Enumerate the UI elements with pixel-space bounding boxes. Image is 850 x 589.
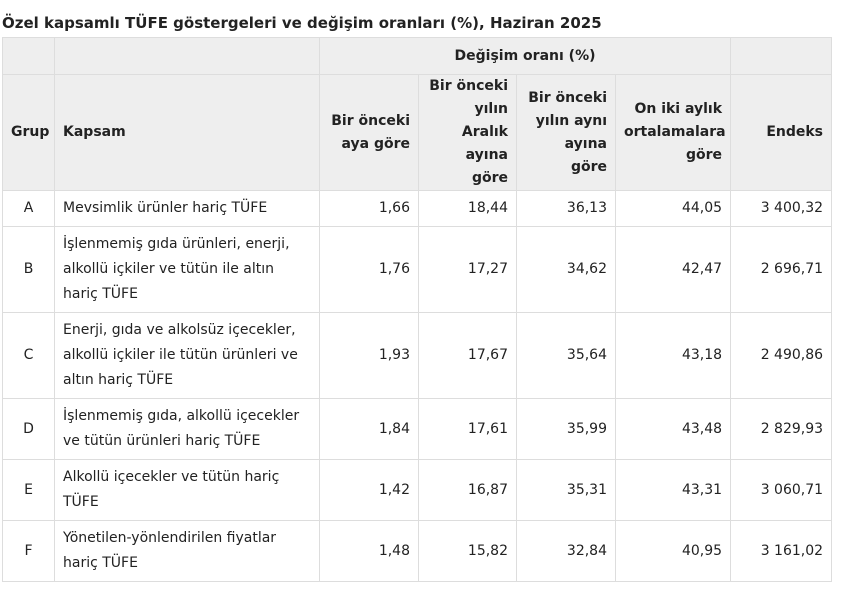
column-header-monthly: Bir önceki aya göre: [320, 75, 419, 191]
grup-cell: C: [3, 313, 55, 399]
empty-header-cell: [55, 38, 320, 75]
grup-cell: F: [3, 521, 55, 582]
column-header-annual: Bir önceki yılın aynı ayına göre: [517, 75, 616, 191]
monthly-cell: 1,76: [320, 227, 419, 313]
table-header-row: [3, 75, 832, 191]
december-cell: 17,67: [419, 313, 517, 399]
grup-cell: E: [3, 460, 55, 521]
december-cell: 18,44: [419, 191, 517, 227]
monthly-cell: 1,84: [320, 399, 419, 460]
column-header-kapsam: Kapsam: [55, 75, 320, 191]
column-header-grup: Grup: [3, 75, 55, 191]
page-title: Özel kapsamlı TÜFE göstergeleri ve değişim oranları (%), Haziran 2025: [2, 14, 602, 32]
table-row: [3, 313, 832, 399]
table-row: [3, 191, 832, 227]
annual-cell: 35,99: [517, 399, 616, 460]
kapsam-cell: Mevsimlik ürünler hariç TÜFE: [55, 191, 320, 227]
monthly-cell: 1,42: [320, 460, 419, 521]
column-header-index: Endeks: [731, 75, 832, 191]
december-cell: 16,87: [419, 460, 517, 521]
annual-cell: 36,13: [517, 191, 616, 227]
table-row: [3, 227, 832, 313]
table-row: [3, 460, 832, 521]
kapsam-cell: İşlenmemiş gıda, alkollü içecekler ve tütün ürünleri hariç TÜFE: [55, 399, 320, 460]
monthly-cell: 1,93: [320, 313, 419, 399]
kapsam-cell: Alkollü içecekler ve tütün hariç TÜFE: [55, 460, 320, 521]
grup-cell: D: [3, 399, 55, 460]
index-cell: 2 696,71: [731, 227, 832, 313]
annual-cell: 35,64: [517, 313, 616, 399]
index-cell: 3 161,02: [731, 521, 832, 582]
index-cell: 3 400,32: [731, 191, 832, 227]
empty-header-cell: [731, 38, 832, 75]
index-cell: 2 829,93: [731, 399, 832, 460]
december-cell: 15,82: [419, 521, 517, 582]
average-cell: 42,47: [616, 227, 731, 313]
average-cell: 40,95: [616, 521, 731, 582]
table-header-group-row: [3, 38, 832, 75]
monthly-cell: 1,48: [320, 521, 419, 582]
monthly-cell: 1,66: [320, 191, 419, 227]
column-header-december: Bir önceki yılın Aralık ayına göre: [419, 75, 517, 191]
table-row: [3, 399, 832, 460]
average-cell: 43,48: [616, 399, 731, 460]
kapsam-cell: İşlenmemiş gıda ürünleri, enerji, alkollü içkiler ve tütün ile altın hariç TÜFE: [55, 227, 320, 313]
average-cell: 44,05: [616, 191, 731, 227]
change-rate-group-header: Değişim oranı (%): [320, 38, 731, 75]
annual-cell: 34,62: [517, 227, 616, 313]
grup-cell: B: [3, 227, 55, 313]
index-cell: 2 490,86: [731, 313, 832, 399]
december-cell: 17,27: [419, 227, 517, 313]
december-cell: 17,61: [419, 399, 517, 460]
grup-cell: A: [3, 191, 55, 227]
index-cell: 3 060,71: [731, 460, 832, 521]
average-cell: 43,31: [616, 460, 731, 521]
annual-cell: 35,31: [517, 460, 616, 521]
average-cell: 43,18: [616, 313, 731, 399]
kapsam-cell: Yönetilen-yönlendirilen fiyatlar hariç TÜFE: [55, 521, 320, 582]
cpi-table: [2, 37, 832, 582]
column-header-twelve-month-average: On iki aylık ortalamalara göre: [616, 75, 731, 191]
table-row: [3, 521, 832, 582]
empty-header-cell: [3, 38, 55, 75]
annual-cell: 32,84: [517, 521, 616, 582]
kapsam-cell: Enerji, gıda ve alkolsüz içecekler, alkollü içkiler ile tütün ürünleri ve altın hariç TÜFE: [55, 313, 320, 399]
